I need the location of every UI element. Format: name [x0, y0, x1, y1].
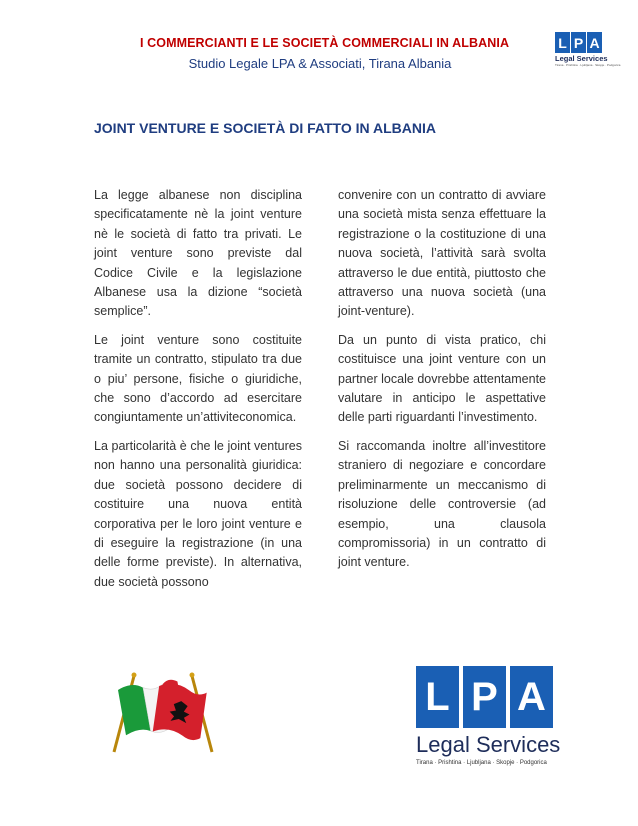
- page-title: JOINT VENTURE E SOCIETÀ DI FATTO IN ALBANIA: [94, 120, 436, 136]
- paragraph: convenire con un contratto di avviare una società mista senza effettuare la registrazione o la costituzione di una nuova società, l’attività sarà svolta attraverso le due entità, piuttosto che attraverso una nuova società (una joint-venture).: [338, 188, 546, 319]
- paragraph: La legge albanese non disciplina specificatamente nè la joint venture nè le società di fatto tra privati. Le joint venture sono previste dal Codice Civile e la legislazione Albanese usa la dizione “società semplice”.: [94, 188, 302, 319]
- right-column: [338, 186, 546, 582]
- left-column: [94, 186, 302, 601]
- logo-letter: A: [510, 666, 553, 728]
- lpa-logo-large: [416, 666, 561, 778]
- paragraph: Da un punto di vista pratico, chi costituisce una joint venture con un partner locale dovrebbe attentamente valutare in anticipo le aspettative delle parti riguardanti l’investimento.: [338, 332, 546, 425]
- paragraph: Le joint venture sono costituite tramite un contratto, stipulato tra due o piu’ persone, fisiche o giuridiche, che sono d’accordo ad esercitare congiuntamente un’attiviteconomica.: [94, 332, 302, 425]
- logo-name: Legal Services: [416, 732, 561, 757]
- logo-letter: A: [587, 32, 602, 53]
- italy-albania-flags-image: [104, 668, 222, 754]
- paragraph: Si raccomanda inoltre all’investitore straniero di negoziare e concordare preliminarmente un meccanismo di risoluzione delle controversie (ad esempio, una clausola compromissoria) in un contratto di joint venture.: [338, 438, 546, 570]
- logo-name: Legal Services: [555, 54, 608, 63]
- logo-cities: Tirana · Prishtina · Ljubljana · Skopje · Podgorica: [555, 63, 621, 67]
- logo-cities: Tirana · Prishtina · Ljubljana · Skopje · Podgorica: [416, 760, 547, 766]
- logo-letter: P: [463, 666, 506, 728]
- logo-letter: L: [555, 32, 570, 53]
- lpa-logo-small: [555, 32, 621, 68]
- logo-letter: L: [416, 666, 459, 728]
- header-subtitle: Studio Legale LPA & Associati, Tirana Albania: [188, 56, 452, 71]
- logo-letter: P: [571, 32, 586, 53]
- header-title: I COMMERCIANTI E LE SOCIETÀ COMMERCIALI IN ALBANIA: [140, 36, 510, 50]
- paragraph: La particolarità è che le joint ventures non hanno una personalità giuridica: due società possono decidere di costituire una nuova entità corporativa per le loro joint venture e di eseguire la registrazione (in una delle forme previste). In alternativa, due società possono: [94, 438, 302, 589]
